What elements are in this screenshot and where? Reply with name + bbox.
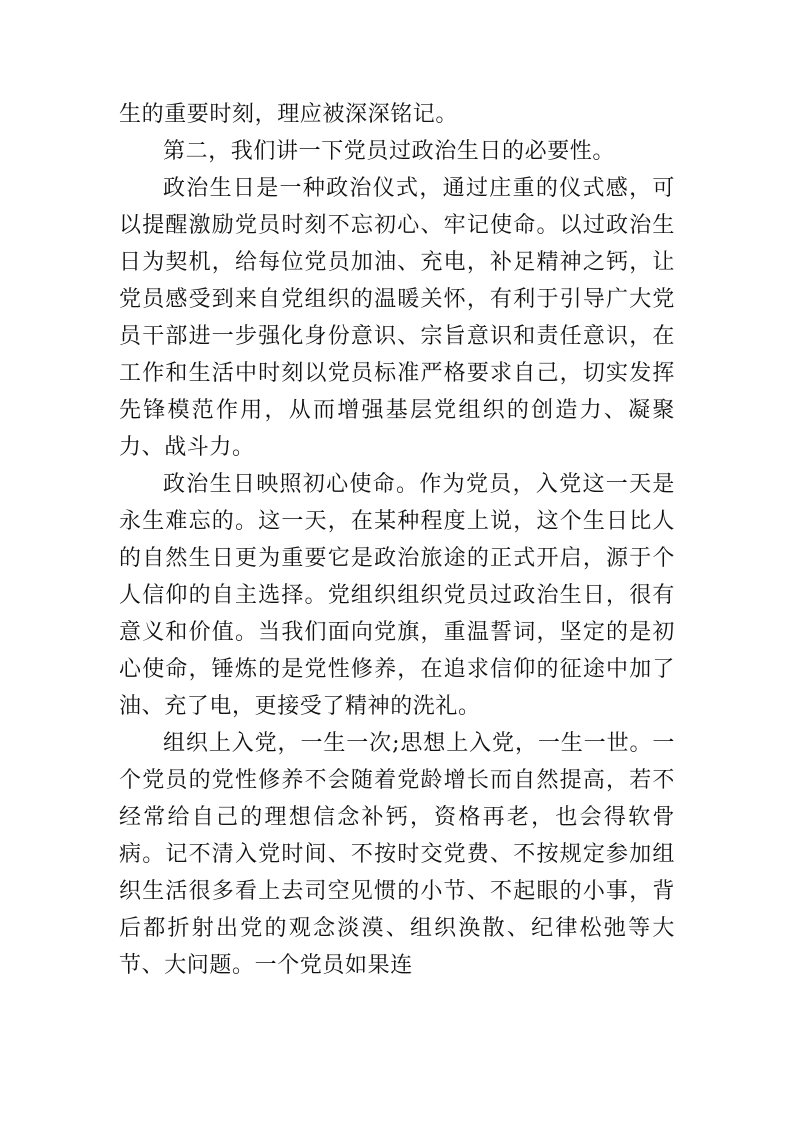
paragraph-original-mission: 政治生日映照初心使命。作为党员，入党这一天是永生难忘的。这一天，在某种程度上说，这个生日比人的自然生日更为重要它是政治旅途的正式开启，源于个人信仰的自主选择。党组织组织党员过政治生日，很有意义和价值。当我们面向党旗，重温誓词，坚定的是初心使命，锤炼的是党性修养，在追求信仰的征途中加了油、充了电，更接受了精神的洗礼。 — [119, 472, 675, 719]
document-body — [119, 96, 675, 984]
paragraph-party-membership: 组织上入党，一生一次;思想上入党，一生一世。一个党员的党性修养不会随着党龄增长而自然提高，若不经常给自己的理想信念补钙，资格再老，也会得软骨病。记不清入党时间、不按时交党费、不按规定参加组织生活很多看上去司空见惯的小节、不起眼的小事，背后都折射出党的观念淡漠、组织涣散、纪律松弛等大节、大问题。一个党员如果连 — [119, 731, 675, 978]
paragraph-section-heading: 第二，我们讲一下党员过政治生日的必要性。 — [163, 139, 616, 164]
paragraph-continuation: 生的重要时刻，理应被深深铭记。 — [119, 102, 459, 127]
paragraph-political-ceremony: 政治生日是一种政治仪式，通过庄重的仪式感，可以提醒激励党员时刻不忘初心、牢记使命。以过政治生日为契机，给每位党员加油、充电，补足精神之钙，让党员感受到来自党组织的温暖关怀，有利于引导广大党员干部进一步强化身份意识、宗旨意识和责任意识，在工作和生活中时刻以党员标准严格要求自己，切实发挥先锋模范作用，从而增强基层党组织的创造力、凝聚力、战斗力。 — [119, 176, 675, 460]
